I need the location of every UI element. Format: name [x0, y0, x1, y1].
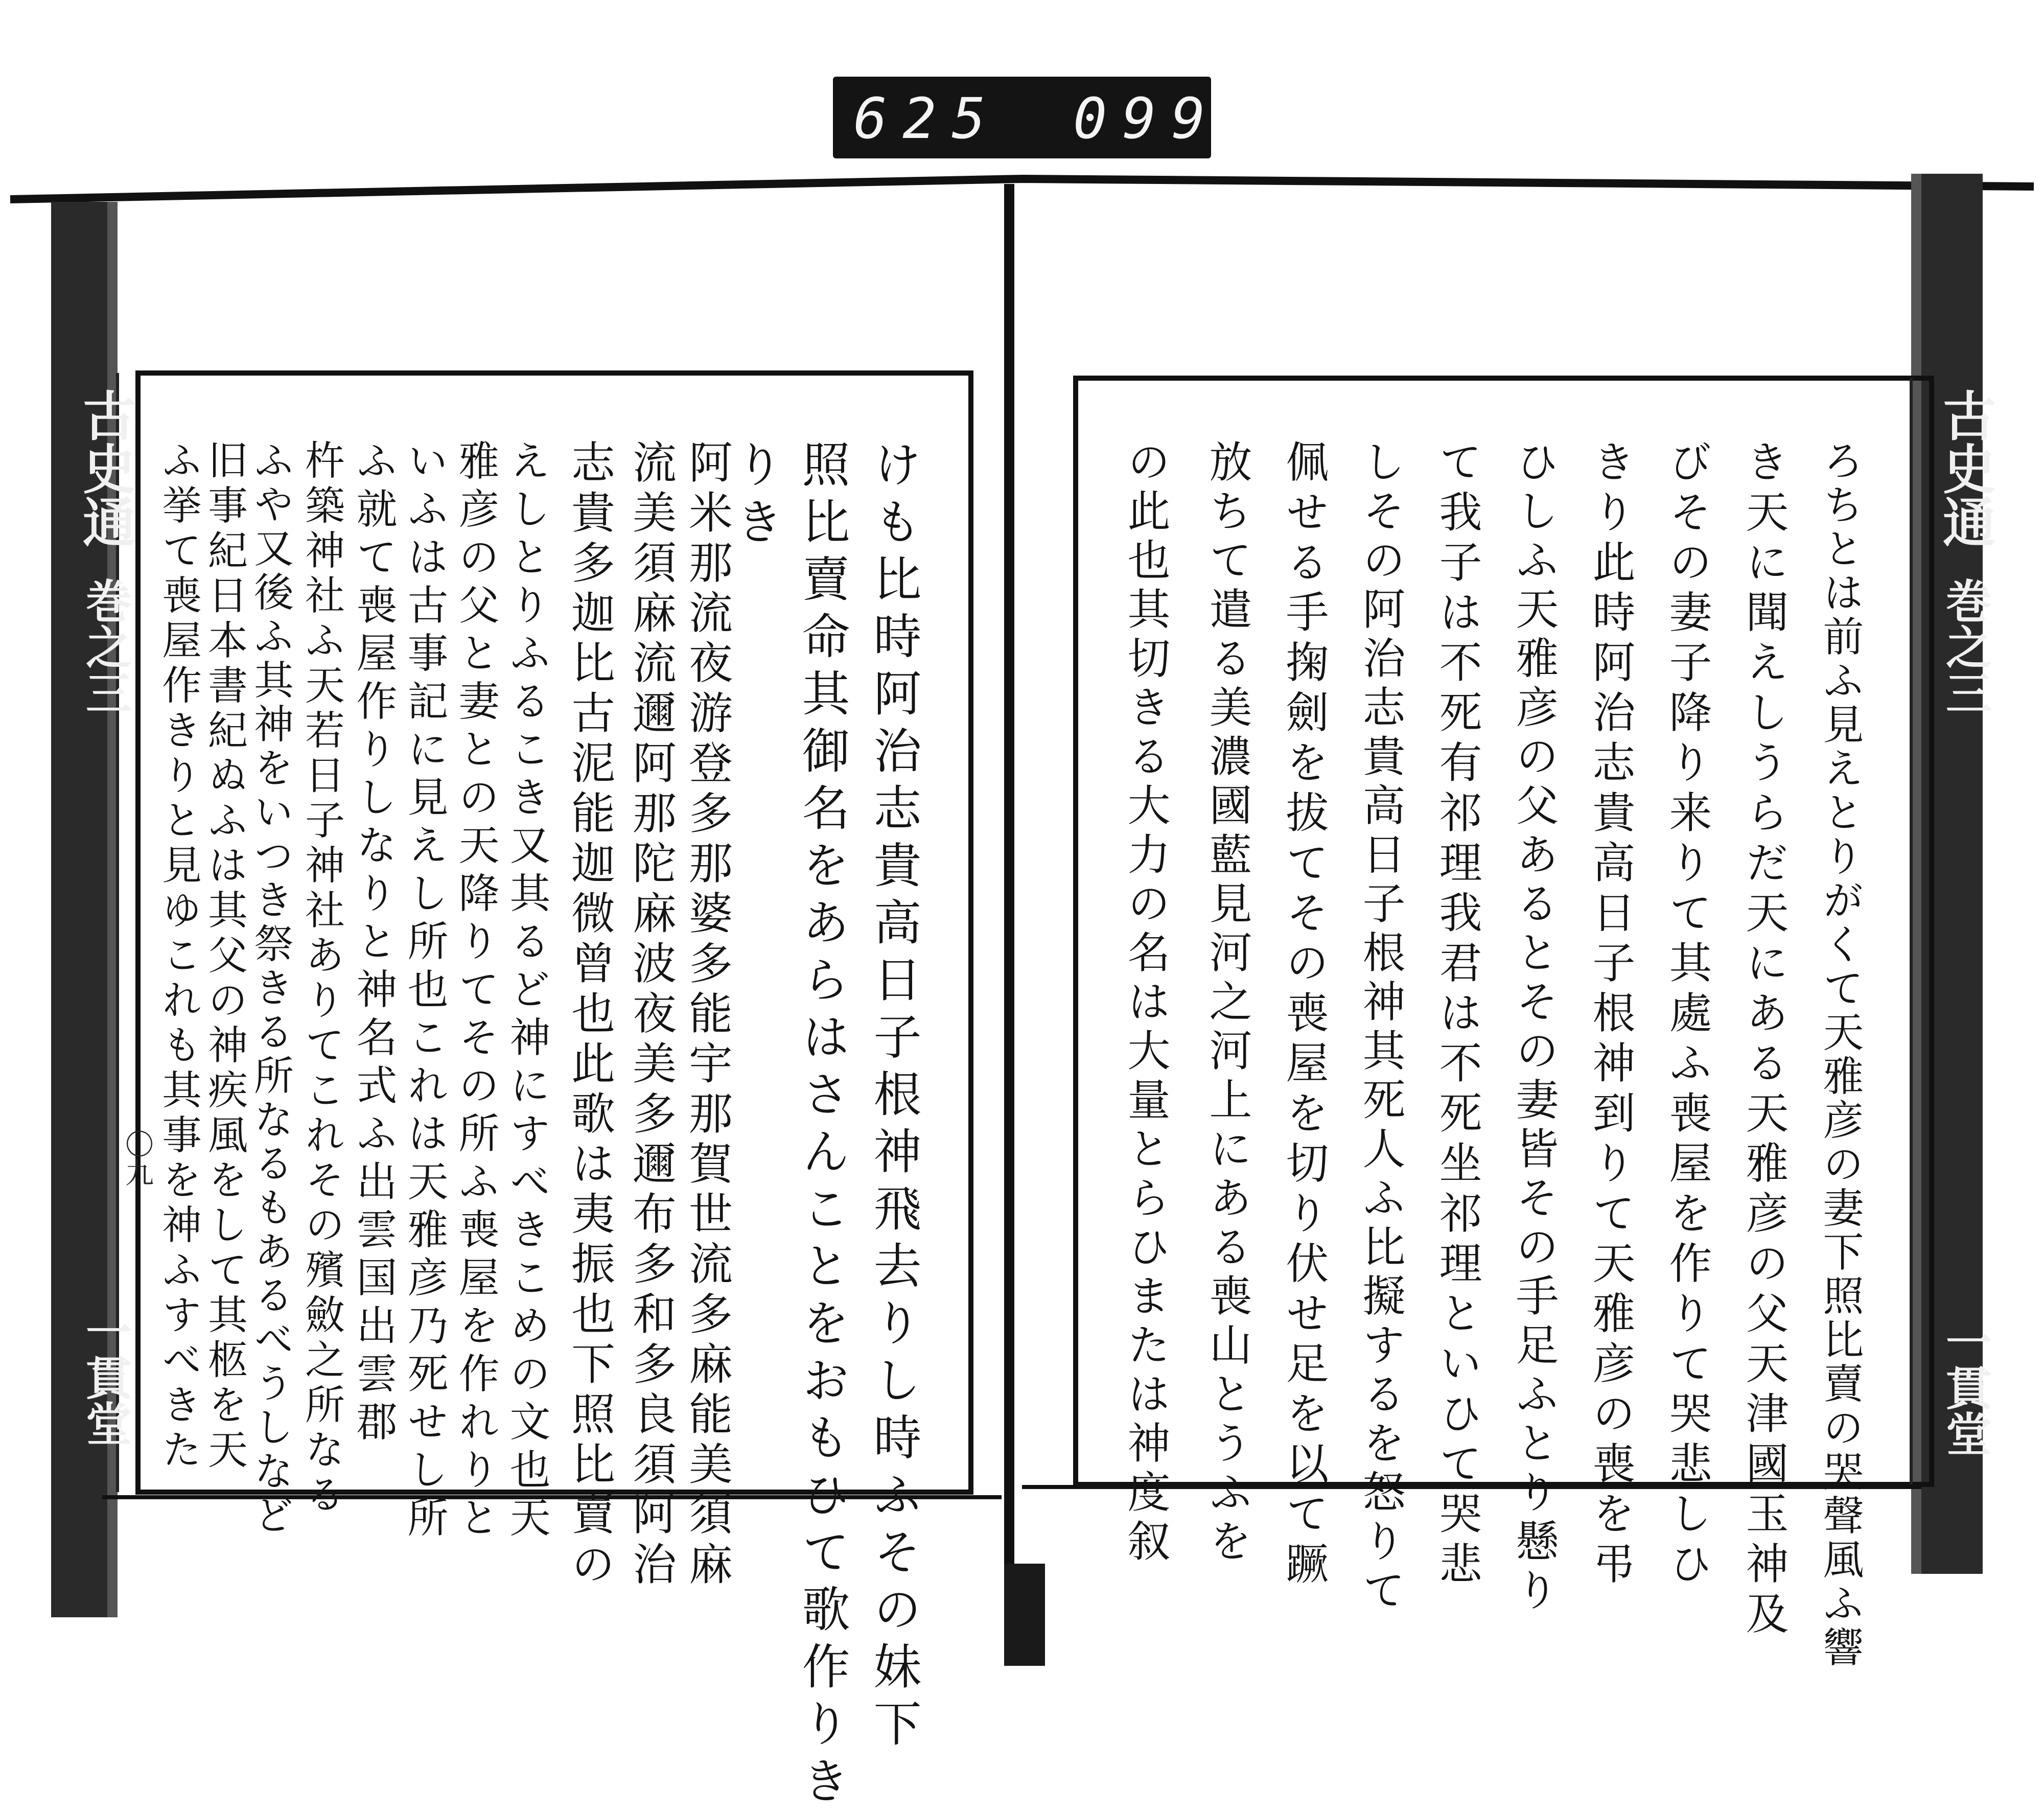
center-gutter	[1004, 184, 1014, 1666]
right-margin-volume: 巻之三	[1938, 577, 1992, 715]
right-margin-title: 古史通	[1934, 388, 1996, 548]
left-col-8: 雅彦の父と妻との天降りてその所ふ喪屋を作れりと	[452, 439, 499, 1544]
right-col-9: 放ちて遣る美濃國藍見河之河上にある喪山とうふを	[1202, 439, 1252, 1568]
left-folio: 〇九	[121, 1129, 154, 1187]
left-col-6: 志貴多迦比古泥能迦微曾也此歌は夷振也下照比賣の	[564, 439, 615, 1591]
left-col-4: 阿米那流夜游登多那婆多能宇那賀世流多麻能美須麻	[681, 439, 732, 1591]
right-col-4: きり此時阿治志貴高日子根神到りて天雅彦の喪を弔	[1586, 439, 1636, 1591]
left-col-14: ふ挙て喪屋作きりと見ゆこれも其事を神ふすべきた	[155, 439, 201, 1474]
left-col-7: えしとりふるこき又其るど神にすべきこめの文也天	[503, 439, 550, 1544]
left-col-13: 旧事紀日本書紀ぬふは其父の神疾風をして其柩を天	[201, 439, 247, 1474]
frame-number: 099	[1073, 86, 1221, 151]
left-col-10: ふ就て喪屋作りしなりと神名式ふ出雲国出雲郡	[350, 439, 397, 1448]
left-col-3: りき	[727, 439, 783, 554]
left-col-1: けも比時阿治志貴高日子根神飛去りし時ふその妹下	[865, 439, 921, 1756]
right-col-3: びその妻子降り来りて其處ふ喪屋を作りて哭悲しひ	[1662, 439, 1712, 1591]
left-col-11: 杵築神社ふ天若日子神社ありてこれその殯斂之所なる	[298, 439, 344, 1519]
right-col-7: しその阿治志貴高日子根神其死人ふ比擬するを怒りて	[1356, 439, 1406, 1617]
reel-number: 625	[853, 86, 1001, 151]
left-margin-title: 古史通	[74, 388, 136, 548]
right-col-10: の此也其切きる大力の名は大量とらひまたは神度叙	[1121, 439, 1171, 1568]
right-col-1: ろちとは前ふ見えとりがくて天雅彦の妻下照比賣の哭聲風ふ響	[1816, 439, 1864, 1670]
frame-counter	[833, 77, 1221, 158]
left-col-5: 流美須麻流邇阿那陀麻波夜美多邇布多和多良須阿治	[625, 439, 676, 1591]
right-margin-publisher: 一貫堂	[1938, 1318, 1992, 1456]
right-col-6: て我子は不死有祁理我君は不死坐祁理といひて哭悲	[1432, 439, 1482, 1591]
left-col-12: ふや又後ふ其神をいつき祭きる所なるもあるべうしなど	[247, 439, 293, 1538]
left-col-9: いふは古事記に見えし所也これは天雅彦乃死せし所	[401, 439, 448, 1544]
left-col-2: 照比賣命其御名をあらはさんことをおもひて歌作りき	[794, 439, 849, 1813]
right-col-2: き天に聞えしうらだ天にある天雅彦の父天津國玉神及	[1739, 439, 1789, 1641]
left-margin-volume: 巻之三	[78, 577, 132, 715]
right-col-5: ひしふ天雅彦の父あるとその妻皆その手足ふとり懸り	[1509, 439, 1559, 1617]
right-col-8: 佩せる手掬劍を拔てその喪屋を切り伏せ足を以て蹶	[1279, 439, 1329, 1591]
left-margin-publisher: 一貫堂	[78, 1308, 132, 1446]
